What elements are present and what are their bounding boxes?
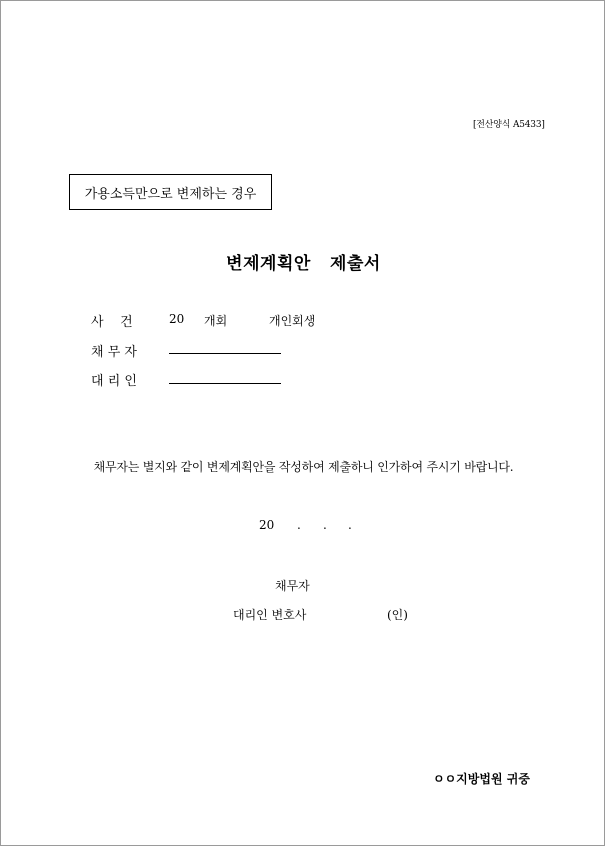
request-statement: 채무자는 별지와 같이 변제계획안을 작성하여 제출하니 인가하여 주시기 바랍니다. — [93, 460, 514, 474]
case-label: 사 건 — [91, 315, 133, 330]
agent-name-line[interactable] — [169, 383, 281, 384]
signature-debtor: 채무자 — [275, 579, 310, 593]
signature-agent: 대리인 변호사 — [233, 608, 307, 622]
case-type: 개인회생 — [269, 314, 316, 328]
agent-label: 대 리 인 — [91, 374, 137, 389]
case-type-text: 가용소득만으로 변제하는 경우 — [84, 186, 257, 202]
debtor-label: 채 무 자 — [91, 345, 137, 360]
seal-mark: (인) — [387, 608, 408, 622]
case-type-box — [69, 174, 272, 210]
date-dot-3: . — [348, 518, 352, 532]
form-code: [전산양식 A5433] — [473, 120, 545, 130]
date-dot-2: . — [323, 518, 327, 532]
debtor-name-line[interactable] — [169, 353, 281, 354]
court-addressee: ㅇㅇ지방법원 귀중 — [433, 772, 530, 786]
case-year: 20 — [169, 312, 185, 326]
document-title: 변제계획안 제출서 — [226, 254, 381, 274]
case-number-suffix: 개회 — [204, 314, 228, 328]
date-dot-1: . — [297, 518, 301, 532]
date-year: 20 — [259, 518, 275, 532]
